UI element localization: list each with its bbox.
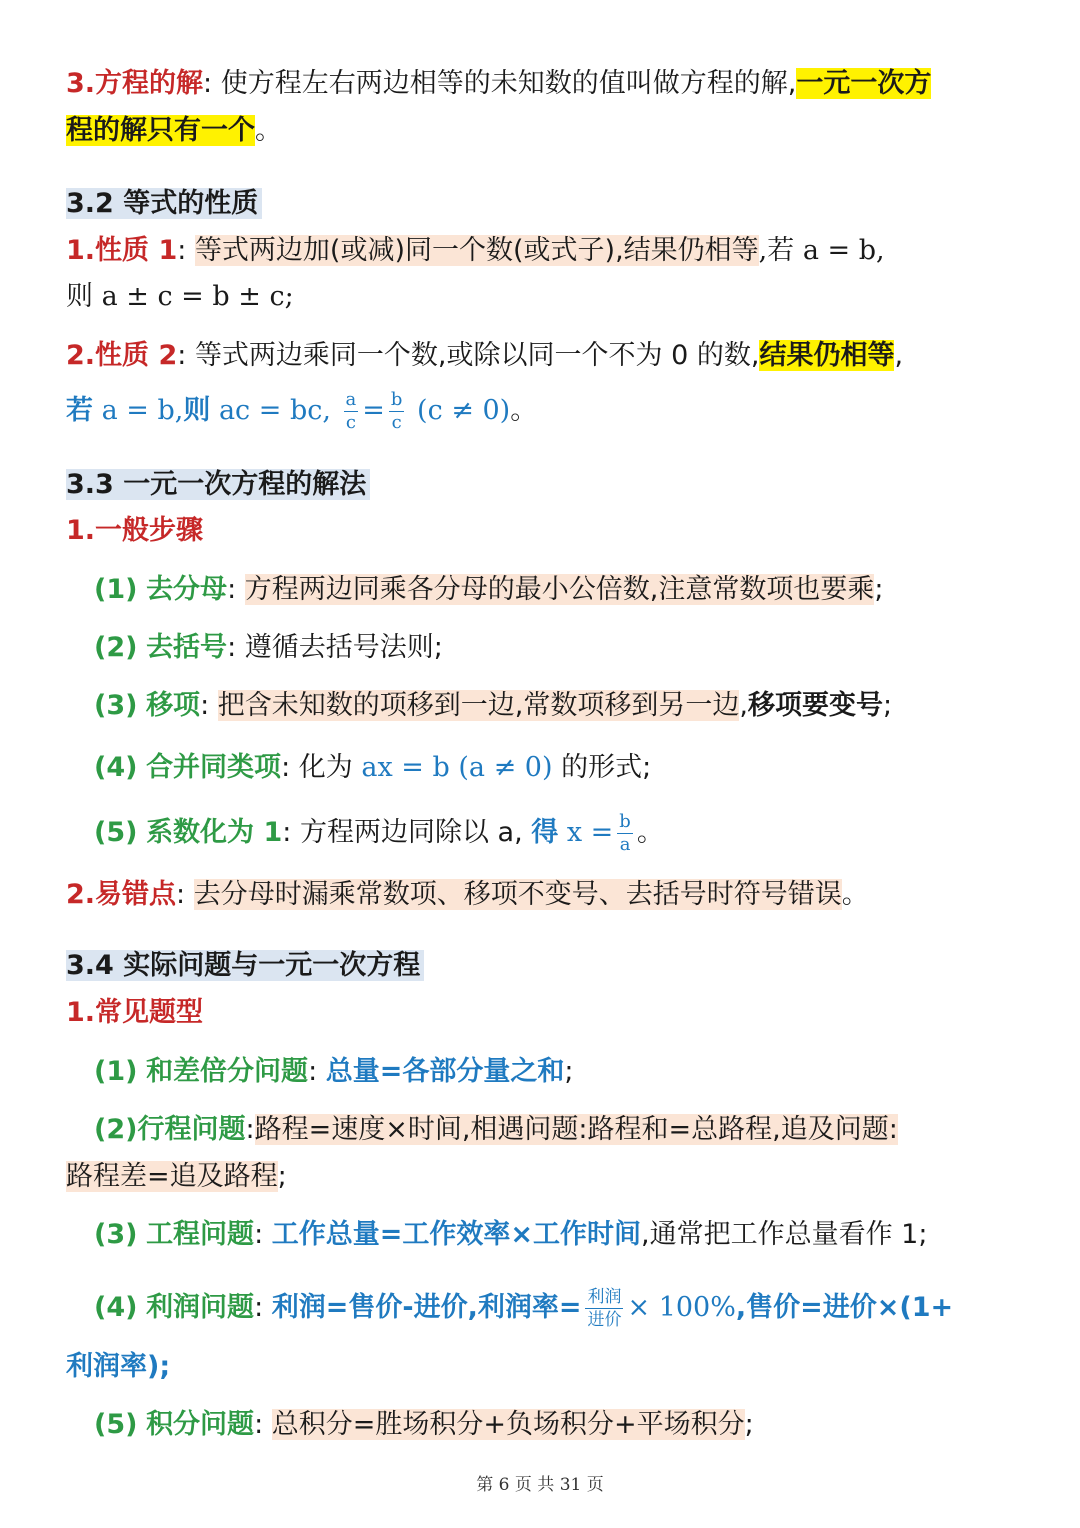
highlight: 一元一次方 [796, 68, 932, 99]
type-4-cont: 利润率); [66, 1351, 171, 1382]
property-2: 2.性质 2: 等式两边乘同一个数,或除以同一个不为 0 的数,结果仍相等, [66, 340, 904, 371]
solution-definition: 3.方程的解: 使方程左右两边相等的未知数的值叫做方程的解,一元一次方 [66, 68, 932, 99]
subheading-types: 1.常见题型 [66, 997, 204, 1028]
item-label: 3.方程的解 [66, 68, 204, 99]
common-errors: 2.易错点: 去分母时漏乘常数项、移项不变号、去括号时符号错误。 [66, 879, 869, 910]
solution-definition-cont: 程的解只有一个。 [66, 115, 282, 146]
item-label: 1.性质 1 [66, 235, 178, 266]
highlight: 去分母时漏乘常数项、移项不变号、去括号时符号错误 [193, 879, 842, 910]
fraction: $\frac{\text{利润}}{\text{进价}}$ [587, 1287, 622, 1330]
highlight: 程的解只有一个 [66, 115, 255, 146]
step-1: (1) 去分母: 方程两边同乘各分母的最小公倍数,注意常数项也要乘; [94, 574, 884, 605]
property-1: 1.性质 1: 等式两边加(或减)同一个数(或式子),结果仍相等,若 a = b, [66, 235, 885, 266]
property-2-formula: 若 a = b,则 ac = bc, $\frac{a}{c}$ = $\frac{b}{c}$ (c ≠ 0)。 [66, 389, 538, 433]
page-footer: 第 6 页 共 31 页 [476, 1475, 604, 1495]
highlight: 路程=速度×时间,相遇问题:路程和=总路程,追及问题: [254, 1114, 898, 1145]
step-5: (5) 系数化为 1: 方程两边同除以 a, 得 x = $\frac{b}{a}$ 。 [94, 811, 664, 855]
type-3: (3) 工程问题: 工作总量=工作效率×工作时间,通常把工作总量看作 1; [94, 1219, 928, 1250]
subheading-steps: 1.一般步骤 [66, 515, 204, 546]
section-heading-3-4: 3.4 实际问题与一元一次方程 [66, 946, 1014, 986]
highlight: 等式两边加(或减)同一个数(或式子),结果仍相等 [194, 235, 759, 266]
section-heading-3-2: 3.2 等式的性质 [66, 184, 1014, 224]
fraction: $\frac{a}{c}$ [345, 389, 357, 433]
item-text: 使方程左右两边相等的未知数的值叫做方程的解, [220, 68, 797, 99]
fraction: $\frac{b}{c}$ [390, 389, 403, 433]
highlight: 结果仍相等 [759, 340, 895, 371]
highlight: 把含未知数的项移到一边,常数项移到另一边 [217, 690, 740, 721]
type-1: (1) 和差倍分问题: 总量=各部分量之和; [94, 1056, 574, 1087]
item-label: 2.性质 2 [66, 340, 178, 371]
fraction: $\frac{b}{a}$ [619, 811, 631, 855]
step-2: (2) 去括号: 遵循去括号法则; [94, 632, 443, 663]
step-4: (4) 合并同类项: 化为 ax = b (a ≠ 0) 的形式; [94, 752, 652, 783]
property-1-cont: 则 a ± c = b ± c; [66, 281, 294, 312]
section-heading-3-3: 3.3 一元一次方程的解法 [66, 465, 1014, 505]
type-2-cont: 路程差=追及路程; [66, 1161, 287, 1192]
step-3: (3) 移项: 把含未知数的项移到一边,常数项移到另一边,移项要变号; [94, 690, 893, 721]
highlight: 路程差=追及路程 [66, 1161, 278, 1192]
highlight: 方程两边同乘各分母的最小公倍数,注意常数项也要乘 [244, 574, 875, 605]
highlight: 总积分=胜场积分+负场积分+平场积分 [271, 1409, 745, 1440]
type-2: (2)行程问题:路程=速度×时间,相遇问题:路程和=总路程,追及问题: [94, 1114, 898, 1145]
type-5: (5) 积分问题: 总积分=胜场积分+负场积分+平场积分; [94, 1409, 754, 1440]
type-4: (4) 利润问题: 利润=售价-进价,利润率= $\frac{\text{利润}}{\text{进价}}$ × 100%,售价=进价×(1+ [94, 1287, 954, 1330]
